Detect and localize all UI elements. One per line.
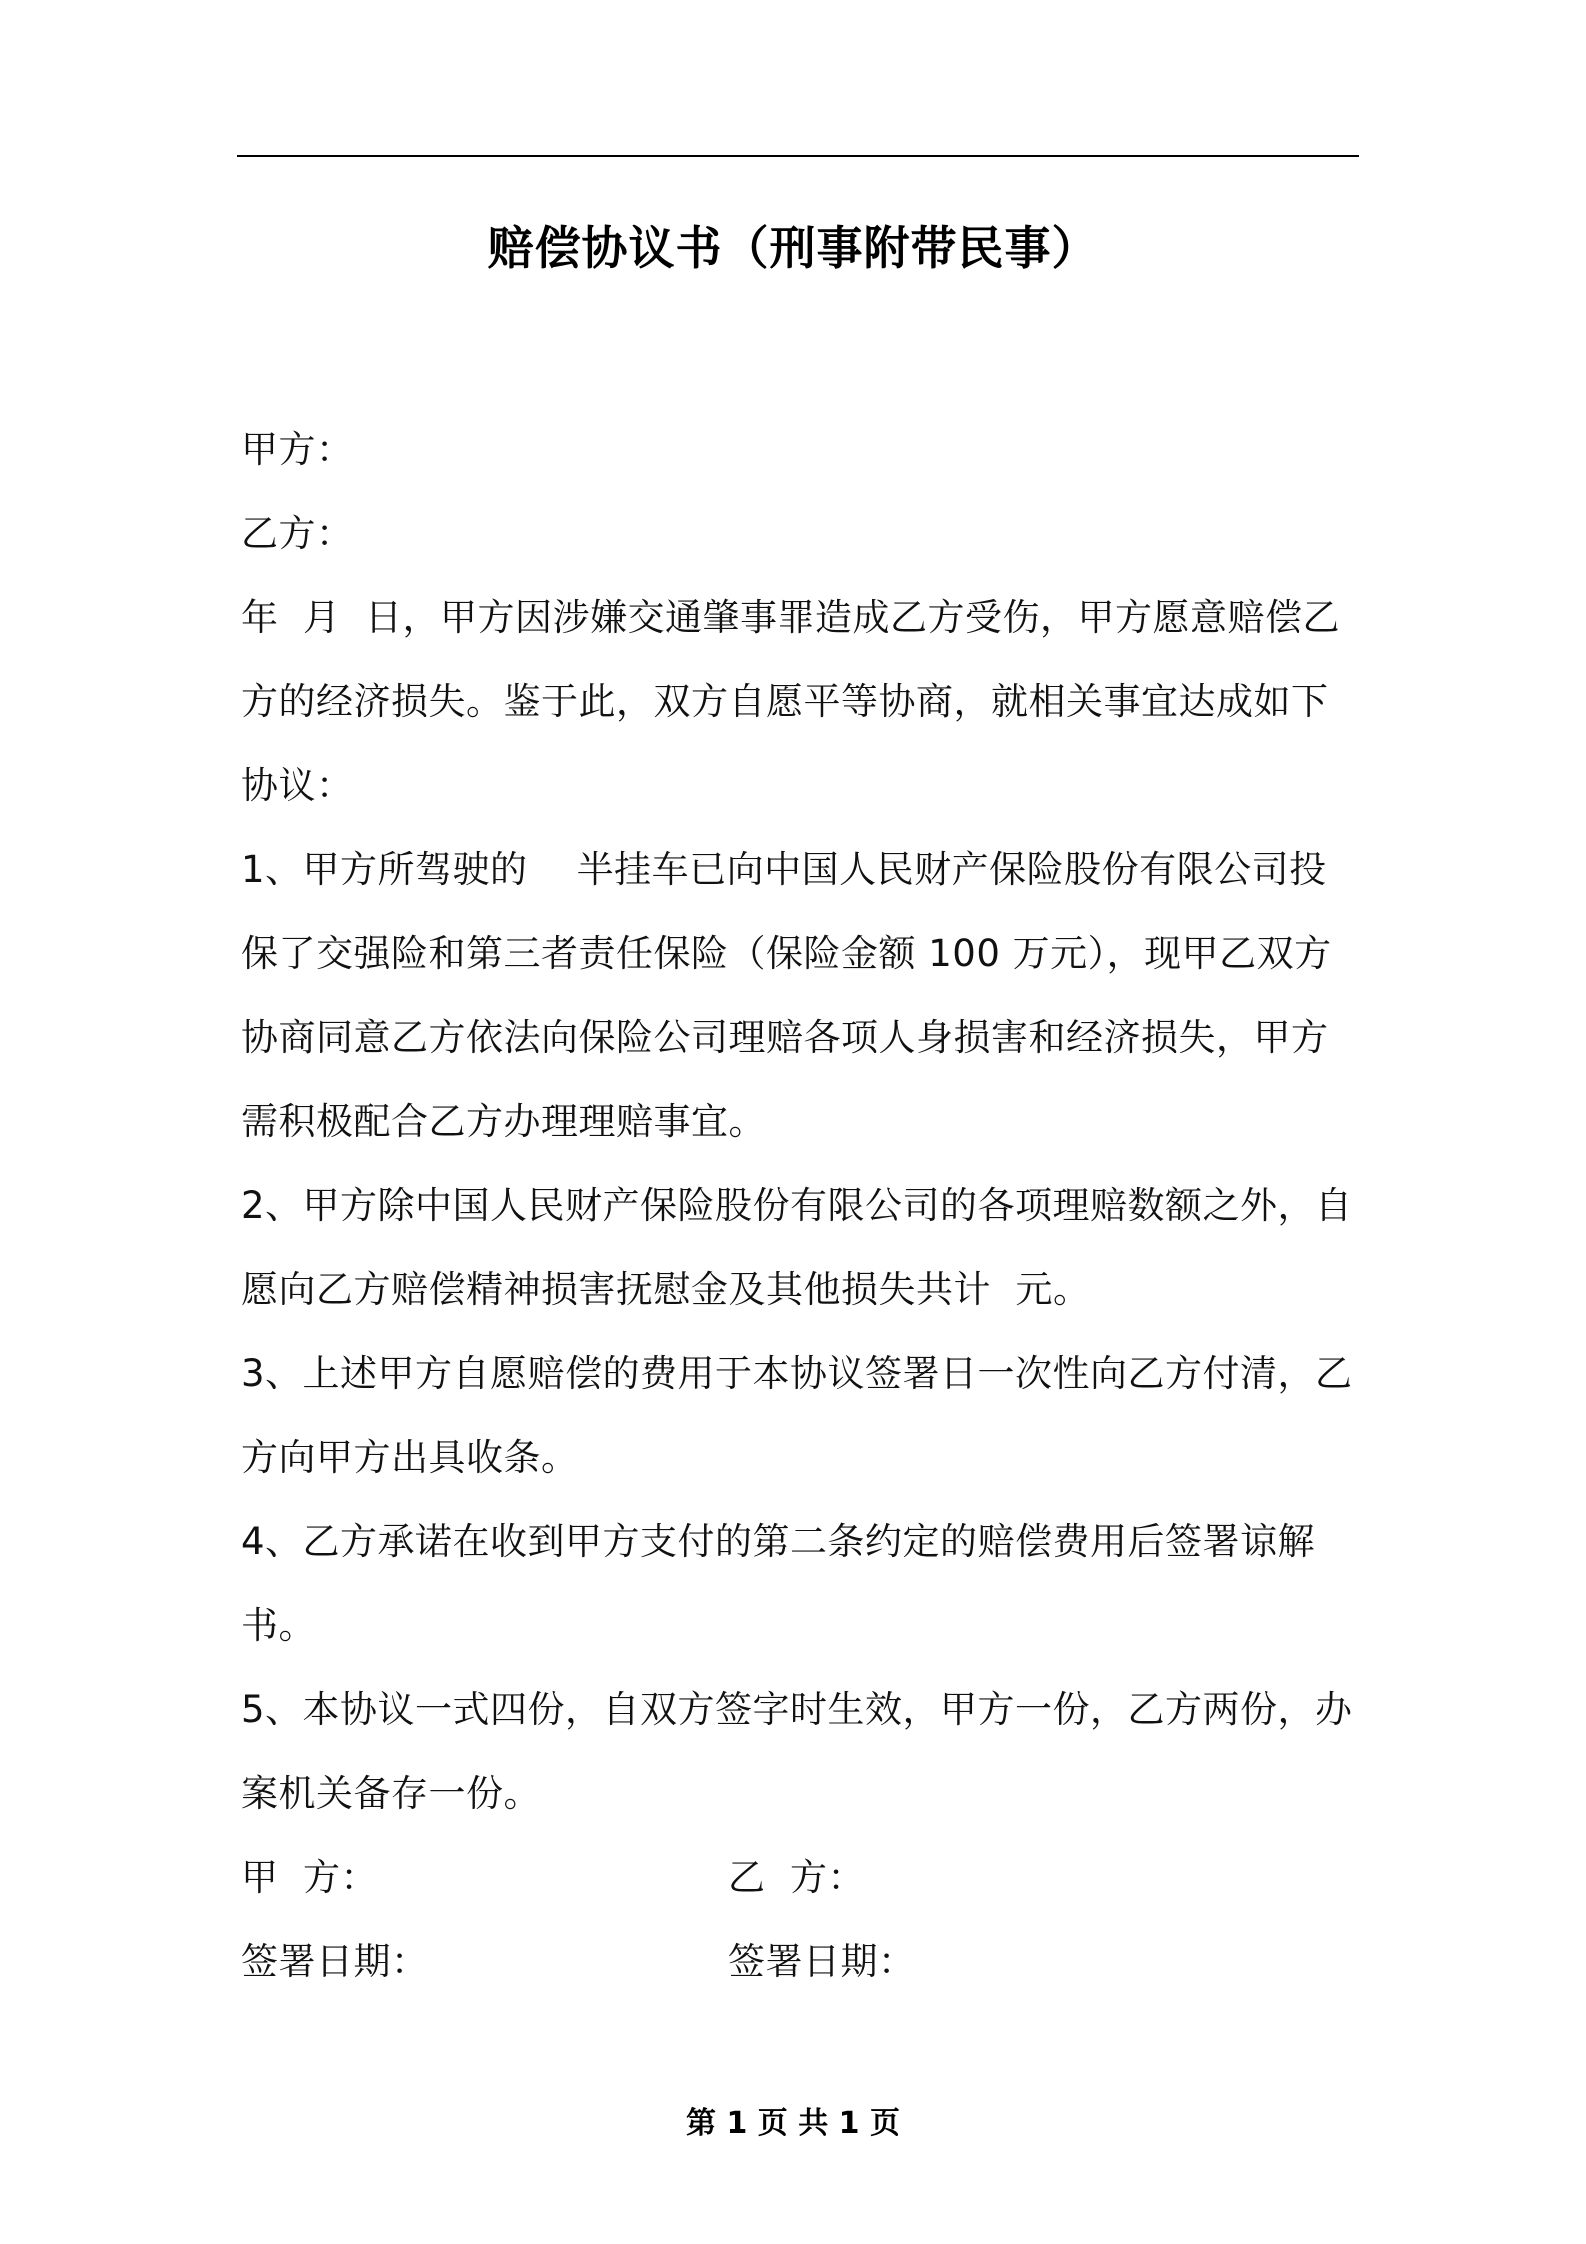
clause-5: 5、本协议一式四份，自双方签字时生效，甲方一份，乙方两份，办案机关备存一份。 [241,1688,1353,1815]
party-a-signature: 甲 方： [241,1856,379,1899]
clause-4: 4、乙方承诺在收到甲方支付的第二条约定的赔偿费用后签署谅解书。 [241,1520,1316,1647]
page-footer: 第 1 页 共 1 页 [686,2106,900,2141]
party-a-line: 甲方： [241,428,354,471]
party-b-date: 签署日期： [728,1940,916,1983]
clause-1: 1、甲方所驾驶的 半挂车已向中国人民财产保险股份有限公司投保了交强险和第三者责任保险（保险金额 100 万元），现甲乙双方协商同意乙方依法向保险公司理赔各项人身损害和经济损失，甲方需积极配合乙方办理理赔事宜。 [241,848,1332,1143]
intro-paragraph: 年 月 日，甲方因涉嫌交通肇事罪造成乙方受伤，甲方愿意赔偿乙方的经济损失。鉴于此，双方自愿平等协商，就相关事宜达成如下协议： [241,596,1341,807]
date-row [241,1920,1361,2004]
clause-3: 3、上述甲方自愿赔偿的费用于本协议签署日一次性向乙方付清，乙方向甲方出具收条。 [241,1352,1353,1479]
document-body [241,408,1361,2004]
party-b-line: 乙方： [241,512,354,555]
party-b-signature: 乙 方： [728,1856,866,1899]
document-title: 赔偿协议书（刑事附带民事） [487,221,1099,275]
header-rule [237,155,1359,157]
signature-row [241,1836,1361,1920]
clause-2: 2、甲方除中国人民财产保险股份有限公司的各项理赔数额之外，自愿向乙方赔偿精神损害抚慰金及其他损失共计 元。 [241,1184,1353,1311]
party-a-date: 签署日期： [241,1940,429,1983]
